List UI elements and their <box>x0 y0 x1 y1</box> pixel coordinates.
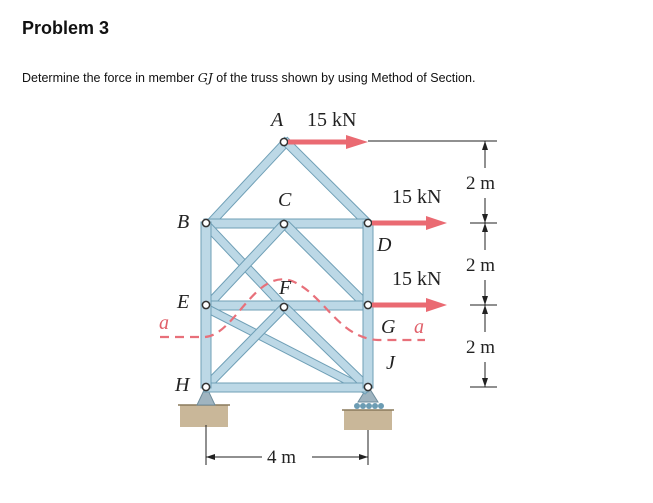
joint-a <box>280 138 287 145</box>
problem-title: Problem 3 <box>22 18 110 38</box>
label-joint-g: G <box>381 316 396 338</box>
statement-text-after: of the truss shown by using Method of Section. <box>212 71 476 85</box>
label-joint-h: H <box>175 374 190 396</box>
joint-b <box>202 219 209 226</box>
joint-j <box>364 383 371 390</box>
dim-label-width: 4 m <box>267 447 297 468</box>
label-joint-c: C <box>278 189 292 211</box>
label-joint-a: A <box>271 109 284 131</box>
label-joint-j: J <box>386 352 395 374</box>
joint-c <box>280 220 287 227</box>
joint-d <box>364 219 371 226</box>
member-ej <box>202 305 371 394</box>
load-label-d: 15 kN <box>392 186 442 208</box>
dim-label-middle: 2 m <box>466 255 496 276</box>
label-joint-b: B <box>177 211 190 233</box>
member-hj <box>204 383 368 392</box>
section-label-left: a <box>159 312 169 334</box>
label-joint-e: E <box>177 291 190 313</box>
load-arrow-d <box>372 216 447 230</box>
joint-h <box>202 383 209 390</box>
joint-f <box>280 303 287 310</box>
member-fj <box>282 305 372 392</box>
joint-g <box>364 301 371 308</box>
label-joint-f: F <box>279 277 292 299</box>
load-arrow-a <box>288 135 368 149</box>
member-cd <box>281 221 373 310</box>
member-ad <box>281 137 372 226</box>
label-joint-d: D <box>377 234 392 256</box>
load-label-a: 15 kN <box>307 109 357 131</box>
member-label: GJ <box>197 70 213 85</box>
section-label-right: a <box>414 316 424 338</box>
member-ab <box>206 137 291 226</box>
joint-e <box>202 301 209 308</box>
statement-text-before: Determine the force in member <box>22 71 198 85</box>
load-label-g: 15 kN <box>392 268 442 290</box>
load-arrow-g <box>372 298 447 312</box>
dim-label-bottom: 2 m <box>466 337 496 358</box>
dim-label-top: 2 m <box>466 173 496 194</box>
support-roller-j <box>342 386 394 430</box>
